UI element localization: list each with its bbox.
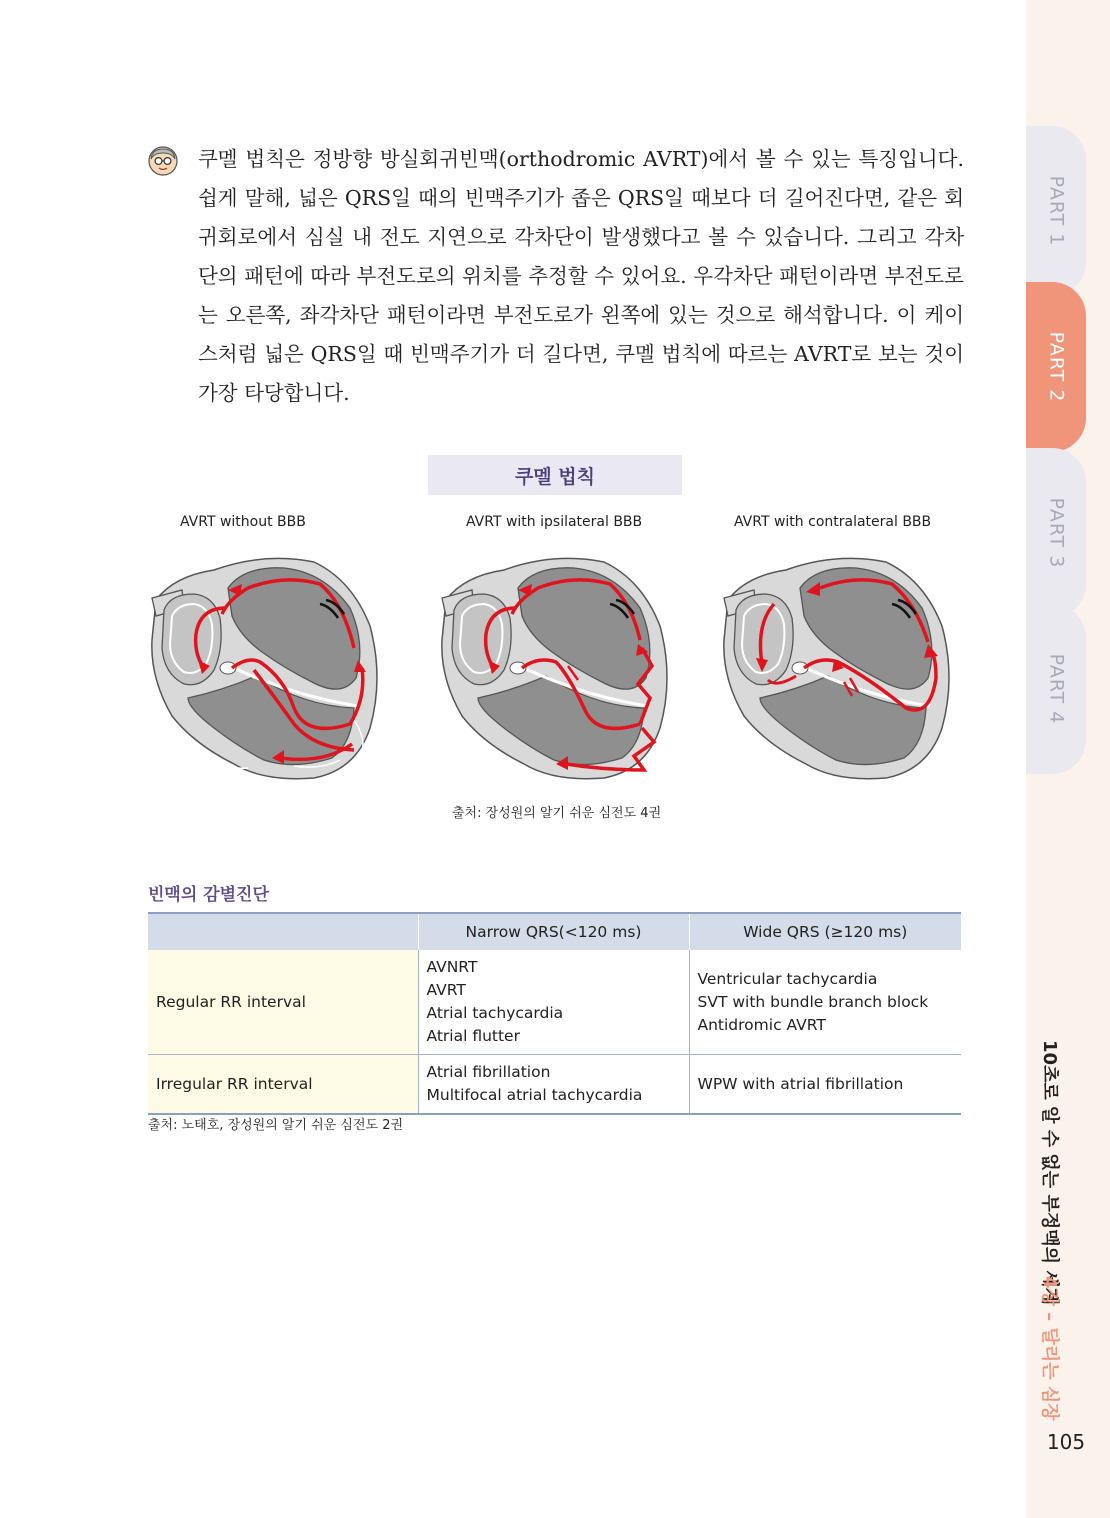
table-header-row: [148, 913, 961, 950]
differential-diagnosis-table: [148, 912, 961, 1115]
wide-cell: [689, 1055, 961, 1115]
row-label: Regular RR interval: [148, 950, 418, 1055]
tab-part-2[interactable]: PART 2: [1026, 282, 1086, 452]
heart-diagram-contralateral-bbb: [716, 548, 964, 784]
intro-paragraph: 쿠멜 법칙은 정방향 방실회귀빈맥(orthodromic AVRT)에서 볼 수 있는 특징입니다. 쉽게 말해, 넓은 QRS일 때의 빈맥주기가 좁은 QRS일 때보다 더 길어진다면, 같은 회귀회로에서 심실 내 전도 지연으로 각차단이 발생했다고 볼 수 있습니다. 그리고 각차단의 패턴에 따라 부전도로의 위치를 추정할 수 있어요. 우각차단 패턴이라면 부전도로는 오른쪽, 좌각차단 패턴이라면 부전도로가 왼쪽에 있는 것으로 해석합니다. 이 케이스처럼 넓은 QRS일 때 빈맥주기가 더 길다면, 쿠멜 법칙에 따르는 AVRT로 보는 것이 가장 타당합니다.: [198, 147, 964, 405]
page-number: 105: [1046, 1430, 1086, 1454]
table-section-title: 빈맥의 감별진단: [148, 885, 269, 905]
cell-line: Atrial tachycardia: [426, 1004, 564, 1022]
cell-line: Multifocal atrial tachycardia: [426, 1086, 643, 1104]
table-row: [148, 950, 961, 1055]
cell-line: WPW with atrial fibrillation: [697, 1074, 904, 1093]
header-wide-qrs: Wide QRS (≥120 ms): [689, 913, 961, 950]
cell-line: Antidromic AVRT: [697, 1015, 826, 1034]
panel-label-without-bbb: AVRT without BBB: [180, 514, 306, 530]
narrow-cell: [418, 1055, 689, 1115]
narrow-cell: [418, 950, 689, 1055]
header-empty: [148, 913, 418, 950]
panel-label-ipsilateral-bbb: AVRT with ipsilateral BBB: [466, 514, 643, 530]
tab-part-1[interactable]: PART 1: [1026, 126, 1086, 296]
chapter-title: 4장 – 달리는 심장: [1039, 1276, 1060, 1421]
book-title: 10초로 알 수 없는 부정맥의 세계: [1039, 1040, 1060, 1306]
figure-title: 쿠멜 법칙: [428, 455, 682, 495]
cell-line: Ventricular tachycardia: [697, 969, 878, 988]
tab-part-4[interactable]: PART 4: [1026, 604, 1086, 774]
cell-line: SVT with bundle branch block: [697, 992, 929, 1011]
panel-label-contralateral-bbb: AVRT with contralateral BBB: [734, 514, 932, 530]
cell-line: Atrial flutter: [426, 1027, 520, 1045]
heart-diagram-ipsilateral-bbb: [434, 548, 682, 784]
wide-cell: [689, 950, 961, 1055]
row-label: Irregular RR interval: [148, 1055, 418, 1115]
teacher-avatar-icon: [148, 146, 178, 176]
table-source: 출처: 노태호, 장성원의 알기 쉬운 심전도 2권: [148, 1118, 404, 1133]
header-narrow-qrs: Narrow QRS(<120 ms): [418, 913, 689, 950]
cell-line: AVRT: [426, 981, 466, 999]
cell-line: Atrial fibrillation: [426, 1063, 551, 1081]
heart-diagram-without-bbb: [144, 548, 392, 784]
cell-line: AVNRT: [426, 958, 478, 976]
figure-source: 출처: 장성원의 알기 쉬운 심전도 4권: [452, 806, 662, 821]
tab-part-3[interactable]: PART 3: [1026, 448, 1086, 618]
table-row: [148, 1055, 961, 1115]
